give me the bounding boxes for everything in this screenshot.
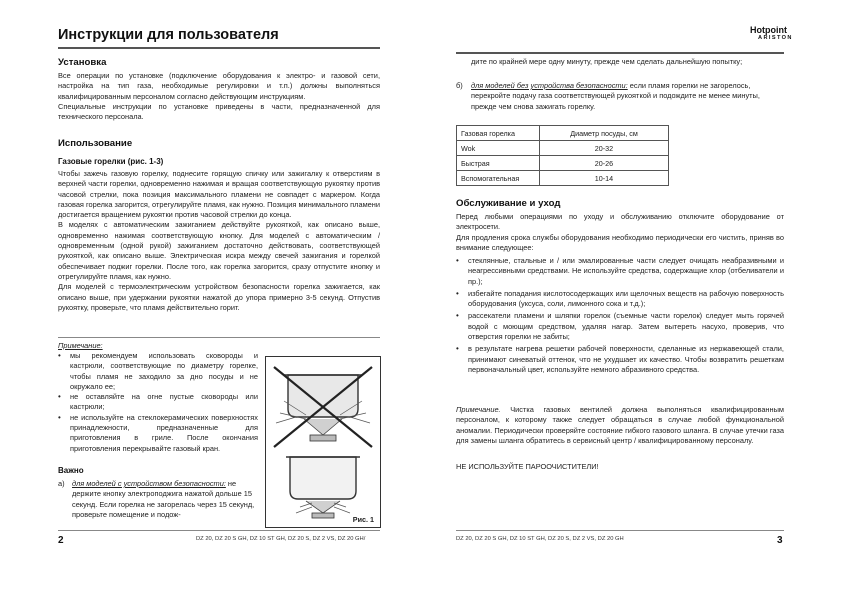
- item-marker: б): [456, 81, 463, 90]
- usage-paragraph: Для моделей с термоэлектрическим устройством безопасности горелка зажигается, как описано выше, при удержании рукоятки нажатой до упора примерно 3-5 секунд. Отпустив рукоятку, проверьте, что пламя действительно горит.: [58, 282, 380, 312]
- table-header-cell: Диаметр посуды, см: [540, 126, 669, 141]
- page-title: Инструкции для пользователя: [58, 27, 279, 43]
- item-b-body: если пламя горелки не загорелось, перекройте подачу газа соответствующей рукояткой и подождите не менее минуты, прежде чем снова зажигать горелку.: [471, 81, 760, 111]
- burner-diagram: [266, 357, 380, 527]
- list-item: • рассекатели пламени и шляпки горелок (съемные части горелок) следует мыть горячей водой с моющим средством, удаляя нагар. Затем вытереть насухо, проверив, что отверстия горелки не забиты;: [456, 311, 784, 342]
- section-divider: [58, 337, 380, 338]
- list-item: • не используйте на стеклокерамических поверхностях принадлежности, предназначенные для приготовления в гриле. После окончания приготовления перекрывайте газовый кран.: [58, 413, 258, 454]
- list-item: • мы рекомендуем использовать сковороды и кастрюли, соответствующие по диаметру горелке, чтобы пламя не заходило за дно посуды и не окружало ее;: [58, 351, 258, 392]
- install-heading: Установка: [58, 57, 107, 68]
- footer-models: DZ 20, DZ 20 S GH, DZ 10 ST GH, DZ 20 S, DZ 2 VS, DZ 20 GH: [456, 536, 624, 542]
- table-row: [457, 171, 669, 186]
- burner-table: [456, 125, 669, 186]
- important-body: не держите кнопку электроподжига нажатой дольше 15 секунд. Если горелка не загорелась через 15 секунд, проверьте помещение и подож-: [72, 479, 255, 519]
- install-text: [58, 71, 380, 122]
- list-item: • в результате нагрева решетки рабочей поверхности, сделанные из нержавеющей стали, принимают синеватый оттенок, что не ухудшает их качество. Чтобы возвратить решеткам первоначальный цвет, используйте немного абразивного средства.: [456, 344, 784, 375]
- logo-sub: ARISTON: [758, 35, 793, 41]
- maintenance-note-text: Чистка газовых вентилей должна выполняться квалифицированным персоналом, к которому также следует обращаться в случае любой функциональной аномалии. Периодически проверяйте состояние гибкого газового шланга. В случае утечки газа для замены шланга обратитесь в сервисный центр / квалифицированному персоналу.: [456, 405, 784, 445]
- important-heading: Важно: [58, 466, 84, 475]
- item-b-emphasis: для моделей без устройства безопасности:: [471, 81, 628, 90]
- table-cell: Быстрая: [457, 156, 540, 171]
- install-paragraph: Все операции по установке (подключение оборудования к электро- и газовой сети, настройка на тип газа, необходимые регулировки и т.п.) должны выполняться квалифицированным персоналом согласно действующим инструкциям.: [58, 71, 380, 101]
- page-number: 3: [777, 535, 783, 546]
- usage-paragraph: В моделях с автоматическим зажиганием действуйте рукояткой, как описано выше, одновременно нажимая соответствующую кнопку. Для моделей с автоматическим / одновременным (одной рукой) зажиганием достаточно действовать, соответствующей рукояткой, как описано выше. Электрическая искра между свечей зажигания и горелкой обеспечивает поджиг горелки. После того, как горелка загорится, сразу отпустите кнопку и отрегулируйте пламя, как нужно.: [58, 220, 380, 281]
- burners-subheading: Газовые горелки (рис. 1-3): [58, 157, 164, 166]
- logo-brand: Hotpoint: [750, 25, 787, 35]
- install-paragraph: Специальные инструкции по установке приведены в части, предназначенной для технического персонала.: [58, 101, 380, 122]
- usage-text: [58, 169, 380, 313]
- page-number: 2: [58, 535, 64, 546]
- footer-rule: [456, 530, 784, 531]
- table-header-row: [457, 126, 669, 141]
- list-item: • не оставляйте на огне пустые сковороды или кастрюли;: [58, 392, 258, 413]
- table-header-cell: Газовая горелка: [457, 126, 540, 141]
- table-cell: Вспомогательная: [457, 171, 540, 186]
- continuation-text: дите по крайней мере одну минуту, прежде чем сделать дальнейшую попытку;: [471, 57, 743, 66]
- item-b-text: [456, 81, 784, 112]
- maintenance-text: [456, 212, 784, 253]
- table-row: [457, 141, 669, 156]
- steam-warning: НЕ ИСПОЛЬЗУЙТЕ ПАРООЧИСТИТЕЛИ!: [456, 462, 599, 471]
- note-label: Примечание:: [58, 341, 103, 350]
- table-cell: 20-32: [540, 141, 669, 156]
- note-list: [58, 351, 258, 454]
- brand-logo: [750, 25, 793, 41]
- usage-paragraph: Чтобы зажечь газовую горелку, поднесите горящую спичку или зажигалку к отверстиям в верхней части горелки, одновременно нажимая и вращая соответствующую рукоятку против часовой стрелки, пока позиция максимального пламени не совпадет с маркером. Когда газовая горелка загорится, отрегулируйте пламя, как нужно. Позиция минимального пламени достигается вращением рукоятки против часовой стрелки до конца.: [58, 169, 380, 220]
- header-rule: [456, 52, 784, 54]
- table-row: [457, 156, 669, 171]
- maintenance-note-label: Примечание.: [456, 405, 501, 414]
- maintenance-paragraph: Для продления срока службы оборудования необходимо периодически его чистить, приняв во внимание следующее:: [456, 232, 784, 252]
- maintenance-heading: Обслуживание и уход: [456, 198, 561, 209]
- footer-rule: [58, 530, 380, 531]
- list-item: • избегайте попадания кислотосодержащих или щелочных веществ на рабочую поверхность оборудования (уксуса, соли, лимонного сока и т.д.);: [456, 289, 784, 310]
- maintenance-paragraph: Перед любыми операциями по уходу и обслуживанию отключите оборудование от электросети.: [456, 212, 784, 232]
- list-item: • стеклянные, стальные и / или эмалированные части следует очищать неабразивными и неагрессивными средствами. Не используйте средства, содержащие хлор (отбеливатели и пр.);: [456, 256, 784, 287]
- title-rule: [58, 47, 380, 49]
- table-cell: Wok: [457, 141, 540, 156]
- usage-heading: Использование: [58, 138, 133, 149]
- figure-caption: Рис. 1: [352, 515, 374, 524]
- footer-models: DZ 20, DZ 20 S GH, DZ 10 ST GH, DZ 20 S, DZ 2 VS, DZ 20 GH/: [196, 536, 366, 542]
- table-cell: 20-26: [540, 156, 669, 171]
- table-cell: 10-14: [540, 171, 669, 186]
- item-marker: а): [58, 479, 65, 488]
- important-emphasis: для моделей с устройством безопасности:: [72, 479, 226, 488]
- figure-1: [265, 356, 381, 528]
- maintenance-note: [456, 405, 784, 446]
- important-text: [58, 479, 260, 520]
- right-page: [421, 0, 842, 595]
- maintenance-list: [456, 256, 784, 377]
